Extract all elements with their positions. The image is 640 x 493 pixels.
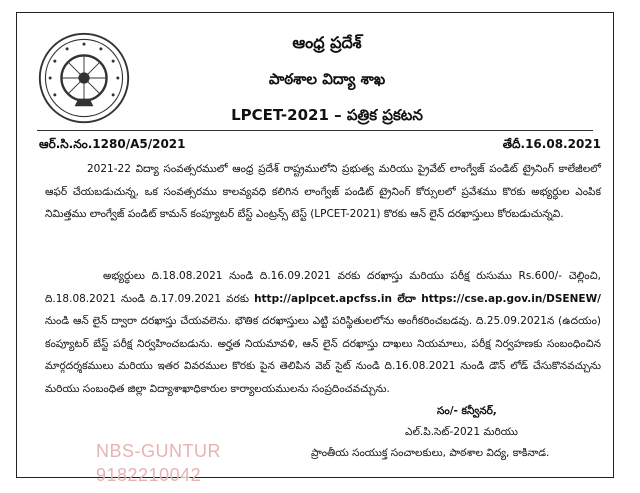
state-name: ఆంధ్ర ప్రదేశ్ [292,33,362,52]
document-header [137,33,517,128]
document-title: LPCET-2021 – పత్రిక ప్రకటన [231,106,423,124]
signature-designation: ఎల్.పి.సెట్-2021 మరియు [405,426,518,438]
press-release-document [16,12,614,478]
or-text: లేదా [392,292,422,305]
paragraph-2-text-b: నుండి ఆన్ లైన్ ద్వారా దరఖాస్తు చేయవలెను. భౌతిక దరఖాస్తులు ఎట్టి పరిస్థితులలోను అంగీకరించబడవు. ది.25.09.2021న (ఉదయం) కంప్యూటర్ బేస్ట్ పరీక్ష నిర్వహించబడును. అర్హత నియమావళి, ఆన్ లైన్ దరఖాస్తు దాఖలు నియమాలు, పరీక్ష నిర్వహణకు సంబంధించిన మార్గదర్శకములు మరియు ఇతర వివరముల కొరకు పైన తెలిపిన వెబ్ సైట్ నుండి ది.16.08.2021 నుండి డౌన్ లోడ్ చేసుకొనవచ్చును మరియు సంబంధిత జిల్లా విద్యాశాఖాధికారుల కార్యాలయములను సంప్రదించవచ్చును. [45,315,601,395]
watermark-name: NBS-GUNTUR [96,441,221,461]
reference-number: ఆర్.సి.నం.1280/A5/2021 [39,137,186,151]
signature-office: ప్రాంతీయ సంయుక్త సంచాలకులు, పాఠశాల విద్య, కాకినాడ. [311,447,550,459]
government-seal-icon [37,31,131,125]
paragraph-2-text-a: అభ్యర్ధులు ది.18.08.2021 నుండి ది.16.09.2021 వరకు దరఖాస్తు మరియు పరీక్ష రుసుము Rs.600/- చెల్లించి, ది.18.08.2021 నుండి ది.17.09.2021 వరకు [45,270,601,305]
body-paragraph-2 [45,265,601,401]
department-name: పాఠశాల విద్యా శాఖ [268,70,386,88]
application-url-link[interactable]: http://aplpcet.apcfss.in [254,292,392,305]
header-divider [37,130,593,131]
body-paragraph-1: 2021-22 విద్యా సంవత్సరములో ఆంధ్ర ప్రదేశ్ రాష్ట్రములోని ప్రభుత్వ మరియు ప్రైవేట్ లాంగ్వేజ్ పండిట్ ట్రైనింగ్ కాలేజీలలో ఆఫర్ చేయబడుచున్న, ఒక సంవత్సరము కాలవ్యవధి కలిగిన లాంగ్వేజ్ పండిట్ ట్రైనింగ్ కోర్సులలో ప్రవేశము కొరకు అభ్యర్ధుల ఎంపిక నిమిత్తము లాంగ్వేజ్ పండిట్ కామన్ కంప్యూటర్ బేస్ట్ ఎంట్రన్స్ టెస్ట్ (LPCET-2021) కొరకు ఆన్ లైన్ దరఖాస్తులు కోరబడుచున్నవి. [45,163,601,221]
signature-convener: సం/- కన్వీనర్, [437,405,497,417]
cse-url-link[interactable]: https://cse.ap.gov.in/DSENEW/ [421,292,601,305]
signature-block [311,401,617,464]
watermark-phone: 9182210042 [96,465,202,485]
document-date: తేదీ.16.08.2021 [502,137,601,151]
